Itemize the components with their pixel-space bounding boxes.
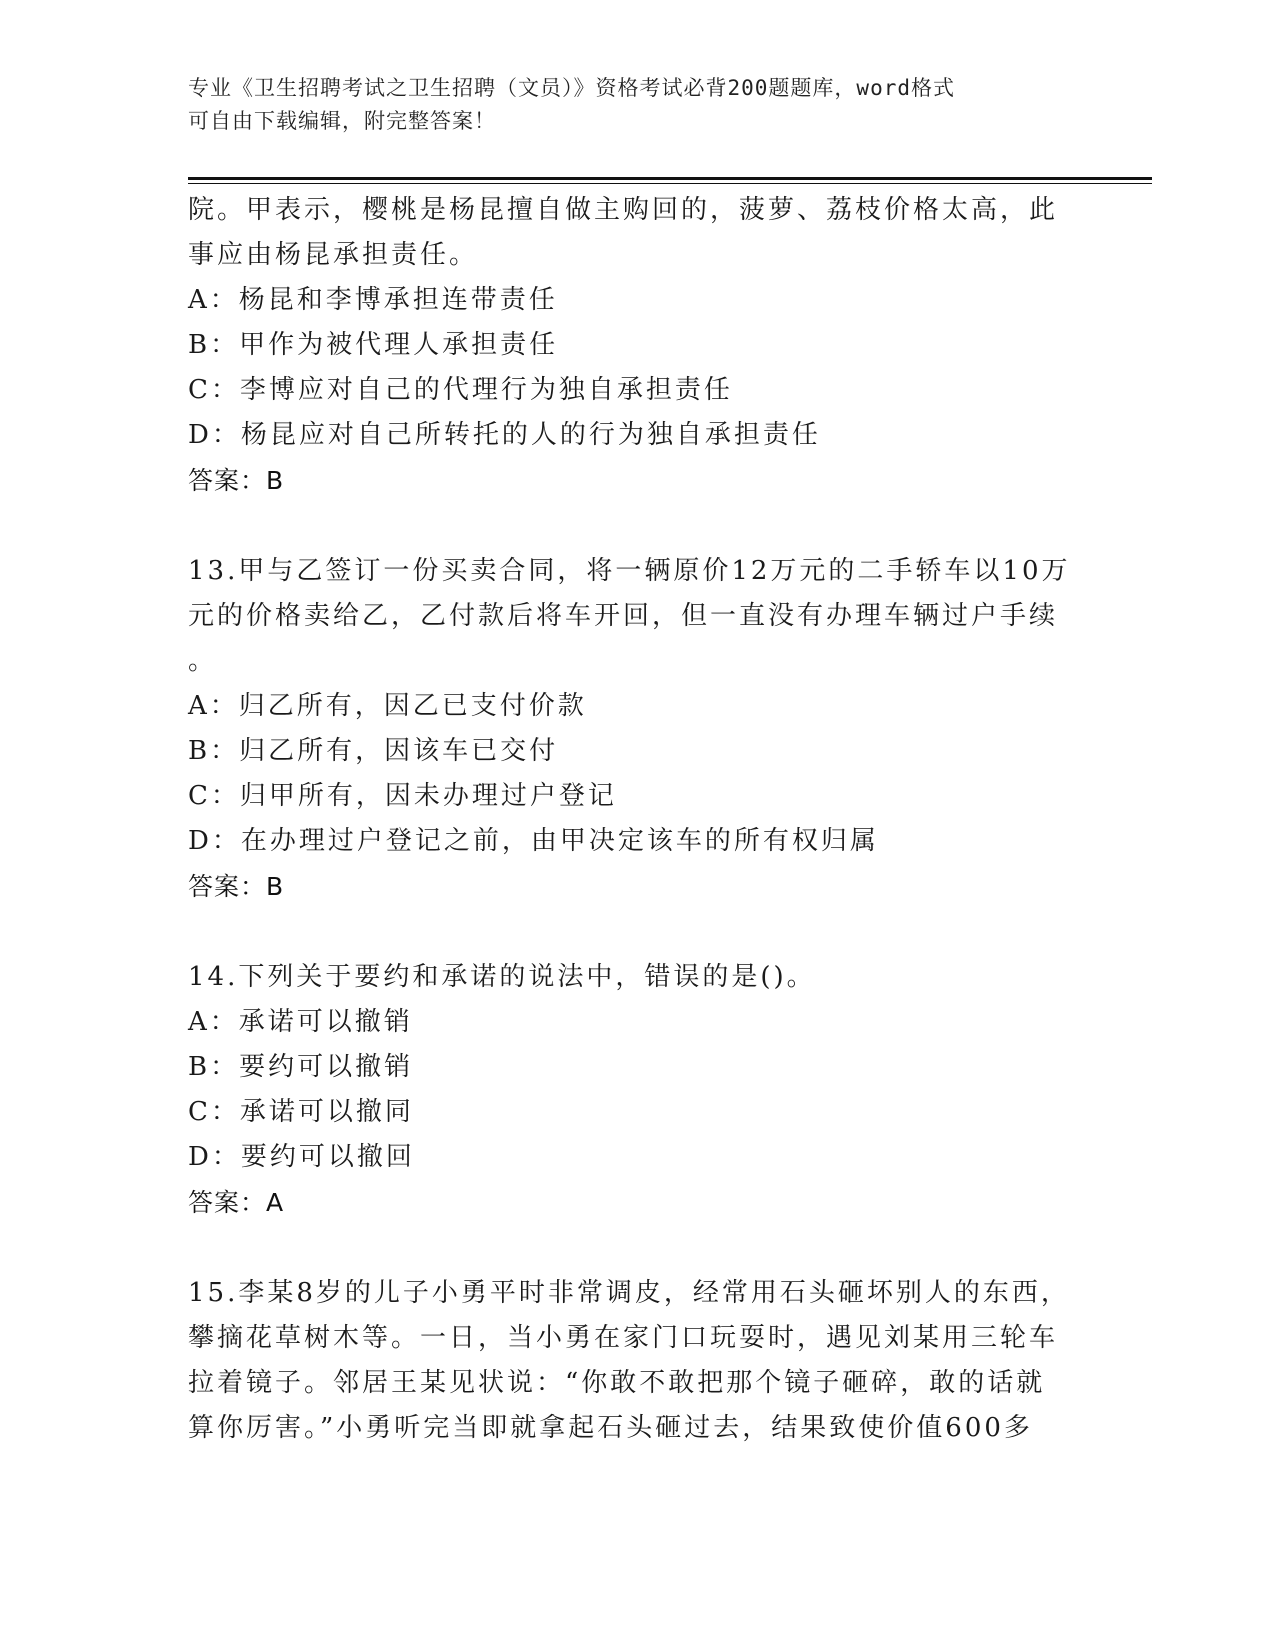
option-d: D：要约可以撤回 [188,1142,415,1172]
header-rule-thick [188,177,1152,180]
question-stem-line: 14.下列关于要约和承诺的说法中，错误的是()。 [188,962,816,992]
option-d: D：在办理过户登记之前，由甲决定该车的所有权归属 [188,826,879,856]
option-d: D：杨昆应对自己所转托的人的行为独自承担责任 [188,420,821,450]
answer-line: 答案：B [188,466,285,495]
document-body [188,188,1088,1451]
option-c: C：归甲所有，因未办理过户登记 [188,781,617,811]
header-rule-thin [188,183,1152,184]
question-12 [188,188,1088,504]
question-stem-line: 15.李某8岁的儿子小勇平时非常调皮，经常用石头砸坏别人的东西， [188,1278,1070,1308]
option-c: C：承诺可以撤同 [188,1097,414,1127]
question-stem-line: 。 [188,646,218,676]
question-stem-line: 事应由杨昆承担责任。 [188,240,479,270]
answer-line: 答案：B [188,872,285,901]
question-stem-line: 院。甲表示，樱桃是杨昆擅自做主购回的，菠萝、荔枝价格太高，此 [188,195,1059,225]
option-b: B：要约可以撤销 [188,1052,414,1082]
answer-line: 答案：A [188,1188,285,1217]
spacer [188,504,1088,549]
question-14 [188,955,1088,1226]
question-stem-line: 元的价格卖给乙，乙付款后将车开回，但一直没有办理车辆过户手续 [188,601,1059,631]
option-b: B：甲作为被代理人承担责任 [188,330,559,360]
question-stem-line: 算你厉害。”小勇听完当即就拿起石头砸过去，结果致使价值600多 [188,1413,1033,1443]
option-a: A：杨昆和李博承担连带责任 [188,285,558,315]
header-line-1: 专业《卫生招聘考试之卫生招聘（文员）》资格考试必背200题题库，word格式 [188,76,955,100]
option-a: A：承诺可以撤销 [188,1007,413,1037]
spacer [188,910,1088,955]
question-13 [188,549,1088,910]
question-15 [188,1271,1088,1451]
option-b: B：归乙所有，因该车已交付 [188,736,559,766]
option-a: A：归乙所有，因乙已支付价款 [188,691,587,721]
spacer [188,1226,1088,1271]
option-c: C：李博应对自己的代理行为独自承担责任 [188,375,733,405]
header-line-2: 可自由下载编辑，附完整答案！ [188,109,496,133]
document-header [188,72,1088,138]
question-stem-line: 13.甲与乙签订一份买卖合同，将一辆原价12万元的二手轿车以10万 [188,556,1071,586]
question-stem-line: 拉着镜子。邻居王某见状说：“你敢不敢把那个镜子砸碎，敢的话就 [188,1368,1046,1398]
question-stem-line: 攀摘花草树木等。一日，当小勇在家门口玩耍时，遇见刘某用三轮车 [188,1323,1059,1353]
